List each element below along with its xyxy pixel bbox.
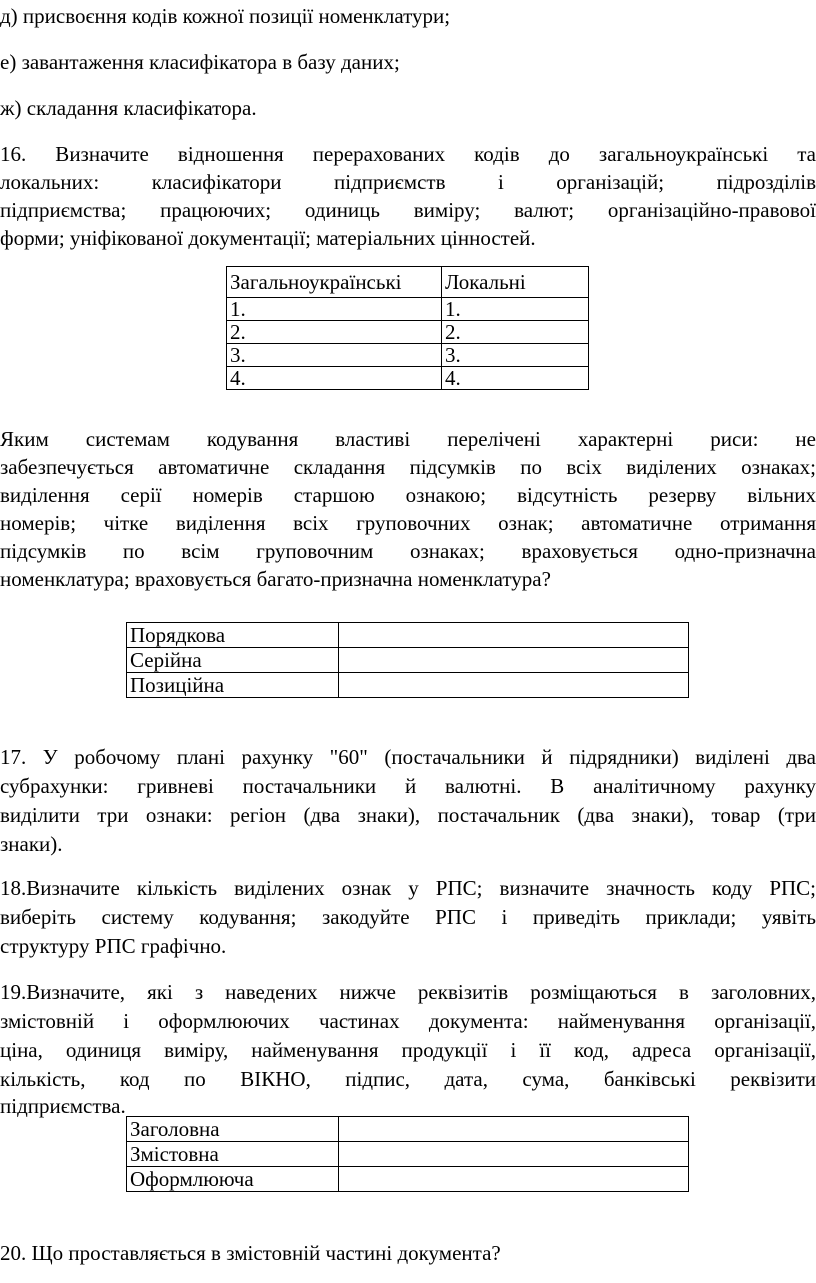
q19-line-5: підприємства. bbox=[0, 1094, 126, 1118]
table-cell: 4. bbox=[227, 367, 442, 390]
q17-line-2: субрахунки: гривневі постачальники й валютні. В аналітичному рахунку bbox=[0, 774, 816, 798]
q16-table bbox=[226, 266, 589, 390]
q20-line: 20. Що проставляється в змістовній частині документа? bbox=[0, 1241, 501, 1265]
coding-line-4: номерів; чітке виділення всіх груповочних ознак; автоматичне отримання bbox=[0, 511, 816, 535]
table-cell: Змістовна bbox=[127, 1142, 339, 1167]
q19-line-4: кількість, код по ВІКНО, підпис, дата, сума, банківські реквізити bbox=[0, 1067, 816, 1091]
q19-line-3: ціна, одиниця виміру, найменування продукції і її код, адреса організації, bbox=[0, 1038, 816, 1062]
table-header-local: Локальні bbox=[442, 267, 589, 298]
table-cell: 4. bbox=[442, 367, 589, 390]
document-parts-table bbox=[126, 1116, 689, 1192]
list-item-e: е) завантаження класифікатора в базу даних; bbox=[0, 50, 400, 74]
q16-line-3: підприємства; працюючих; одиниць виміру; валют; організаційно-правової bbox=[0, 198, 816, 222]
q16-line-2: локальних: класифікатори підприємств і організацій; підрозділів bbox=[0, 170, 816, 194]
table-cell bbox=[339, 623, 689, 648]
table-cell bbox=[339, 1117, 689, 1142]
coding-line-3: виділення серії номерів старшою ознакою; відсутність резерву вільних bbox=[0, 483, 816, 507]
coding-line-2: забезпечується автоматичне складання підсумків по всіх виділених ознаках; bbox=[0, 455, 816, 479]
table-cell: 1. bbox=[442, 298, 589, 321]
table-cell bbox=[339, 673, 689, 698]
q16-line-4: форми; уніфікованої документації; матеріальних цінностей. bbox=[0, 226, 536, 250]
table-cell: 3. bbox=[227, 344, 442, 367]
q17-line-1: 17. У робочому плані рахунку "60" (постачальники й підрядники) виділені два bbox=[0, 745, 816, 769]
table-cell: Позиційна bbox=[127, 673, 339, 698]
table-cell: 2. bbox=[227, 321, 442, 344]
table-cell: Порядкова bbox=[127, 623, 339, 648]
table-cell bbox=[339, 1167, 689, 1192]
q17-line-4: знаки). bbox=[0, 832, 63, 856]
q18-line-2: виберіть систему кодування; закодуйте РПС і приведіть приклади; уявіть bbox=[0, 905, 816, 929]
q18-line-1: 18.Визначите кількість виділених ознак у РПС; визначите значность коду РПС; bbox=[0, 876, 816, 900]
table-cell: 3. bbox=[442, 344, 589, 367]
table-cell: Серійна bbox=[127, 648, 339, 673]
list-item-zh: ж) складання класифікатора. bbox=[0, 96, 257, 120]
q17-line-3: виділити три ознаки: регіон (два знаки), постачальник (два знаки), товар (три bbox=[0, 803, 816, 827]
q18-line-3: структуру РПС графічно. bbox=[0, 934, 227, 958]
table-cell bbox=[339, 648, 689, 673]
table-cell: Оформлююча bbox=[127, 1167, 339, 1192]
table-cell: Заголовна bbox=[127, 1117, 339, 1142]
coding-table bbox=[126, 622, 689, 698]
q19-line-1: 19.Визначите, які з наведених нижче реквізитів розміщаються в заголовних, bbox=[0, 980, 816, 1004]
coding-line-1: Яким системам кодування властиві перелічені характерні риси: не bbox=[0, 427, 816, 451]
table-cell bbox=[339, 1142, 689, 1167]
table-header-national: Загальноукраїнські bbox=[227, 267, 442, 298]
list-item-d: д) присвоєння кодів кожної позиції номенклатури; bbox=[0, 4, 451, 28]
q19-line-2: змістовній і оформлюючих частинах документа: найменування організації, bbox=[0, 1009, 816, 1033]
coding-line-6: номенклатура; враховується багато-призначна номенклатура? bbox=[0, 567, 551, 591]
coding-line-5: підсумків по всім груповочним ознаках; враховується одно-призначна bbox=[0, 539, 816, 563]
q16-line-1: 16. Визначите відношення перерахованих кодів до загальноукраїнські та bbox=[0, 142, 816, 166]
table-cell: 2. bbox=[442, 321, 589, 344]
table-cell: 1. bbox=[227, 298, 442, 321]
